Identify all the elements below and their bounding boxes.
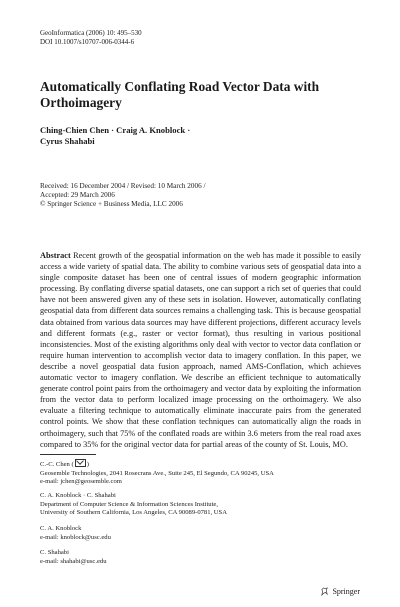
springer-horse-icon bbox=[320, 587, 329, 596]
abstract-label: Abstract bbox=[40, 251, 71, 260]
copyright-line: © Springer Science + Business Media, LLC 2006 bbox=[40, 200, 183, 208]
affiliation-knoblock bbox=[40, 525, 111, 542]
publisher-name: Springer bbox=[332, 587, 360, 596]
journal-header bbox=[40, 29, 142, 47]
paper-title: Automatically Conflating Road Vector Data with Orthoimagery bbox=[40, 79, 320, 110]
abstract-text: Recent growth of the geospatial information on the web has made it possible to easily access a wide variety of spatial data. The ability to combine various sets of geospatial data into a single composite dataset has been one of central issues of modern geographic information processing. By conflating diverse spatial datasets, one can support a rich set of queries that could have not been answered given any of these sets in isolation. However, automatically conflating geospatial data from different data sources remains a challenging task. This is because geospatial data obtained from various data sources may have different projections, different accuracy levels and different formats (e.g., raster or vector format), thus resulting in various positional inconsistencies. Most of the existing algorithms only deal with vector to vector data conflation or require human intervention to accomplish vector data to imagery conflation. In this paper, we describe a novel geospatial data fusion approach, named AMS-Conflation, which achieves automatic vector to imagery conflation. We describe an efficient technique to automatically generate control point pairs from the orthoimagery and vector data by exploiting the information from the vector data to perform localized image processing on the orthoimagery. We also evaluate a filtering technique to automatically eliminate inaccurate pairs from the generated control points. We show that these conflation techniques can automatically align the roads in orthoimagery, such that 75% of the conflated roads are within 3.6 meters from the real road axes compared to 35% for the original vector data for partial areas of the county of St. Louis, MO. bbox=[40, 251, 361, 449]
journal-citation: GeoInformatica (2006) 10: 495–530 bbox=[40, 29, 142, 37]
publisher-logo bbox=[320, 587, 360, 596]
author-list bbox=[40, 125, 190, 147]
affiliation-address: Geosemble Technologies, 2041 Rosecrans Ave., Suite 245, El Segundo, CA 90245, USA bbox=[40, 469, 274, 477]
affiliation-email: e-mail: knoblock@usc.edu bbox=[40, 533, 111, 541]
accepted-line: Accepted: 29 March 2006 bbox=[40, 191, 115, 199]
affiliation-name: C. Shahabi bbox=[40, 549, 69, 556]
affiliation-department: Department of Computer Science & Information Sciences Institute, bbox=[40, 500, 218, 508]
affiliation-knoblock-shahabi bbox=[40, 492, 227, 518]
abstract bbox=[40, 250, 361, 450]
doi: DOI 10.1007/s10707-006-0344-6 bbox=[40, 38, 135, 46]
affiliation-university: University of Southern California, Los Angeles, CA 90089-0781, USA bbox=[40, 509, 227, 517]
publication-dates bbox=[40, 182, 205, 209]
received-revised-line: Received: 16 December 2004 / Revised: 10 March 2006 / bbox=[40, 182, 206, 190]
authors-line-2: Cyrus Shahabi bbox=[40, 136, 95, 146]
affiliation-name: C.-C. Chen bbox=[40, 461, 70, 468]
envelope-icon bbox=[75, 459, 86, 467]
affiliation-email: e-mail: shahabi@usc.edu bbox=[40, 557, 107, 565]
authors-line-1: Ching-Chien Chen · Craig A. Knoblock · bbox=[40, 125, 191, 135]
affiliation-email: e-mail: jchen@geosemble.com bbox=[40, 478, 122, 486]
affiliation-name: C. A. Knoblock bbox=[40, 525, 82, 532]
footnote-divider bbox=[40, 454, 96, 455]
affiliation-name: C. A. Knoblock · C. Shahabi bbox=[40, 492, 116, 499]
affiliation-shahabi bbox=[40, 549, 107, 566]
affiliation-chen: C.-C. Chen ( ) Geosemble Technologies, 2041 Rosecrans Ave., Suite 245, El Segundo, CA 90245, USA e-mail: jchen@geosemble.com bbox=[40, 461, 274, 486]
